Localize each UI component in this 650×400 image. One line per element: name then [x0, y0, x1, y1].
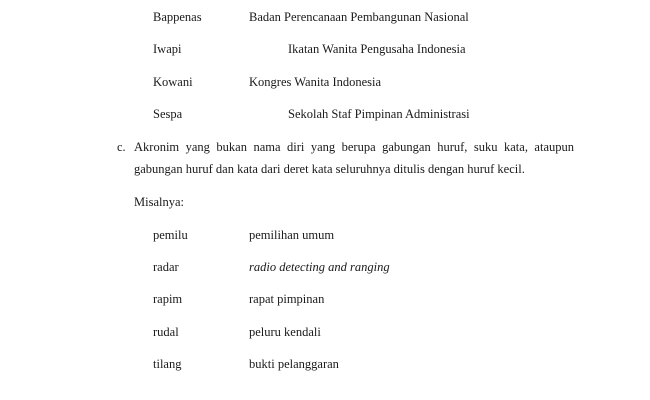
example-definition: radio detecting and ranging: [249, 260, 390, 274]
example-label: Misalnya:: [134, 195, 184, 209]
example-term: rudal: [153, 325, 179, 339]
example-term: pemilu: [153, 228, 188, 242]
example-definition: rapat pimpinan: [249, 292, 325, 306]
example-definition: peluru kendali: [249, 325, 321, 339]
acronym-term: Kowani: [153, 75, 193, 89]
example-term: rapim: [153, 292, 183, 306]
example-term: radar: [153, 260, 179, 274]
example-definition: bukti pelanggaran: [249, 357, 339, 371]
paragraph-line: gabungan huruf dan kata dari deret kata seluruhnya ditulis dengan huruf kecil.: [134, 162, 525, 176]
acronym-term: Iwapi: [153, 42, 182, 56]
acronym-definition: Badan Perencanaan Pembangunan Nasional: [249, 10, 469, 24]
acronym-definition: Ikatan Wanita Pengusaha Indonesia: [288, 42, 466, 56]
acronym-term: Bappenas: [153, 10, 202, 24]
acronym-term: Sespa: [153, 107, 183, 121]
acronym-definition: Sekolah Staf Pimpinan Administrasi: [288, 107, 470, 121]
acronym-definition: Kongres Wanita Indonesia: [249, 75, 382, 89]
list-marker: c.: [117, 140, 126, 154]
example-term: tilang: [153, 357, 182, 371]
paragraph-line: Akronim yang bukan nama diri yang berupa gabungan huruf, suku kata, ataupun: [134, 140, 574, 154]
example-definition: pemilihan umum: [249, 228, 335, 242]
